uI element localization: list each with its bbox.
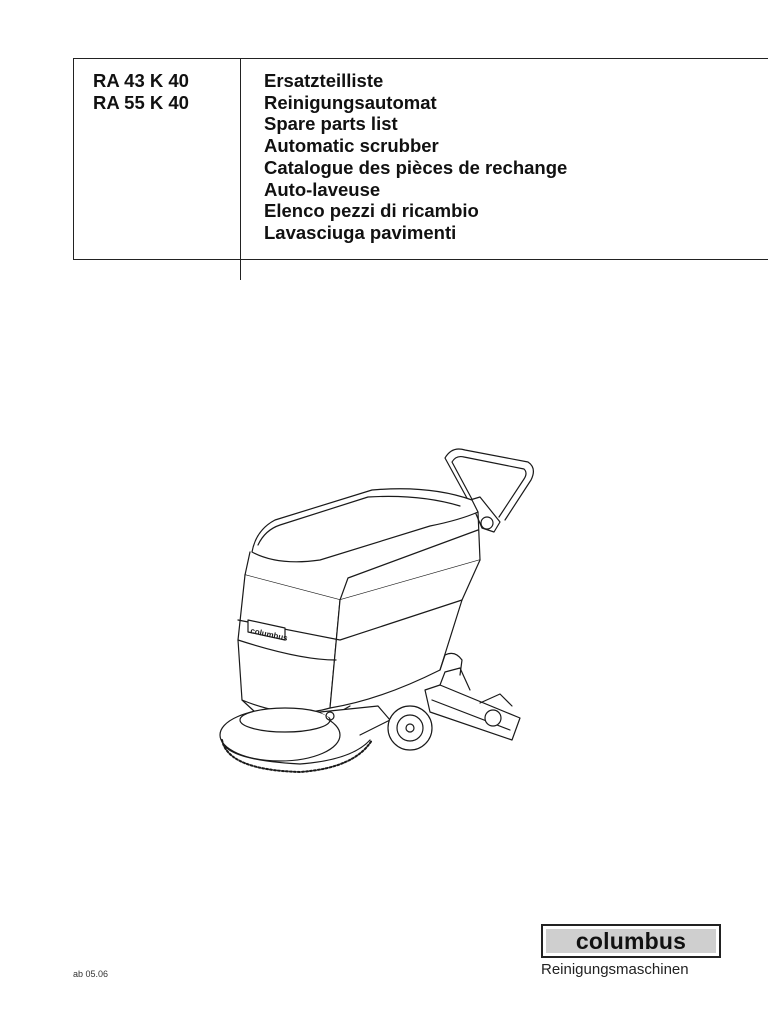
title-de-sub: Reinigungsautomat: [264, 91, 437, 113]
title-fr: Catalogue des pièces de rechange: [264, 156, 568, 178]
brand-subtitle: Reinigungsmaschinen: [541, 961, 689, 978]
floor-scrubber-drawing: [210, 440, 540, 780]
document-code: ab 05.06: [73, 969, 109, 979]
model-name: RA 55 K 40: [93, 92, 189, 113]
title-list: [264, 70, 567, 244]
title-de: Ersatzteilliste: [264, 70, 384, 91]
title-en: Spare parts list: [264, 113, 398, 135]
title-it: Elenco pezzi di ricambio: [264, 200, 479, 222]
title-en-sub: Automatic scrubber: [264, 135, 439, 157]
brand-mark: columbus: [249, 626, 289, 643]
title-fr-sub: Auto-laveuse: [264, 178, 381, 200]
model-name: RA 43 K 40: [93, 70, 189, 91]
model-list: [93, 70, 189, 114]
title-it-sub: Lavasciuga pavimenti: [264, 221, 457, 243]
brand-logo: [541, 924, 721, 958]
header-divider: [240, 58, 241, 280]
brand-logo-text: columbus: [546, 929, 716, 953]
